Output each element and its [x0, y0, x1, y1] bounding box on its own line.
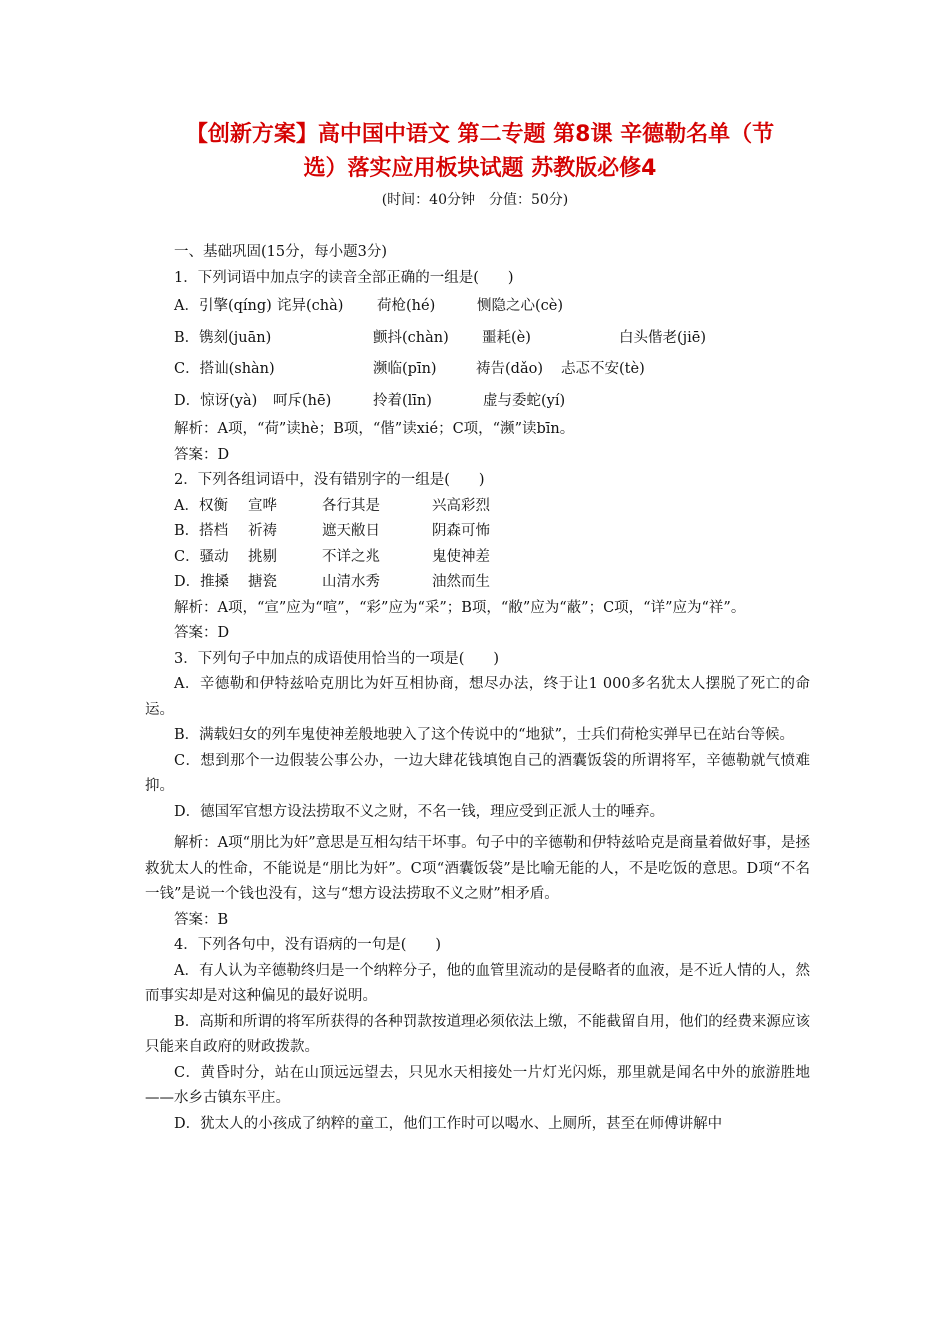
- q4-option-d: D．犹太人的小孩成了纳粹的童工，他们工作时可以喝水、上厕所，甚至在师傅讲解中: [174, 1115, 723, 1132]
- q1-option-c: C．搭讪(shàn) 濒临(pīn) 祷告(dǎo) 忐忑不安(tè): [174, 361, 645, 377]
- document-title: [120, 118, 840, 186]
- question-1-analysis: 解析：A项，“荷”读hè；B项，“偕”读xié；C项，“濒”读bīn。: [174, 421, 575, 437]
- q1-option-b: B．镌刻(juān) 颤抖(chàn) 噩耗(è) 白头偕老(jiē): [174, 329, 707, 346]
- title-line-1: 【创新方案】高中国中语文 第二专题 第8课 辛德勒名单（节: [185, 122, 775, 147]
- question-4-stem: 4．下列各句中，没有语病的一句是( ): [174, 937, 442, 953]
- q3-option-d: D．德国军官想方设法捞取不义之财，不名一钱，理应受到正派人士的唾弃。: [174, 803, 665, 820]
- q3-option-a: A．辛德勒和伊特兹哈克朋比为奸互相协商，想尽办法，终于让1 000多名犹太人摆脱了死亡的命运。: [145, 676, 810, 718]
- q2-option-c: C．骚动 挑剔 不详之兆 鬼使神差: [174, 548, 490, 565]
- question-3-stem: 3．下列句子中加点的成语使用恰当的一项是( ): [174, 650, 500, 667]
- section-heading: 一、基础巩固(15分，每小题3分): [174, 244, 387, 260]
- q2-option-a: A．权衡 宣哗 各行其是 兴高彩烈: [174, 497, 490, 514]
- q4-option-c: C．黄昏时分，站在山顶远远望去，只见水天相接处一片灯光闪烁，那里就是闻名中外的旅游胜地——水乡古镇东平庄。: [145, 1064, 810, 1106]
- question-3-answer: 答案：B: [174, 911, 229, 928]
- question-2-stem: 2．下列各组词语中，没有错别字的一组是( ): [174, 472, 485, 488]
- q1-option-d: D．惊讶(yà) 呵斥(hē) 拎着(līn) 虚与委蛇(yí): [174, 392, 566, 409]
- q2-option-d: D．推搡 搪瓷 山清水秀 油然而生: [174, 574, 490, 590]
- question-1-answer: 答案：D: [174, 446, 230, 463]
- question-2-analysis: 解析：A项，“宣”应为“喧”，“彩”应为“采”；B项，“敝”应为“蔽”；C项，“详”应为“祥”。: [174, 599, 746, 616]
- question-2-answer: 答案：D: [174, 625, 230, 641]
- q1-option-a: A．引擎(qíng) 诧异(chà) 荷枪(hé) 恻隐之心(cè): [174, 298, 564, 314]
- question-1-stem: 1．下列词语中加点字的读音全部正确的一组是( ): [174, 269, 514, 286]
- q4-option-b: B．高斯和所谓的将军所获得的各种罚款按道理必须依法上缴，不能截留自用，他们的经费来源应该只能来自政府的财政拨款。: [145, 1013, 810, 1055]
- q3-option-c: C．想到那个一边假装公事公办，一边大肆花钱填饱自己的酒囊饭袋的所谓将军，辛德勒就气愤难抑。: [145, 752, 810, 794]
- time-score-info: (时间：40分钟 分值：50分): [381, 192, 569, 208]
- q3-option-b: B．满载妇女的列车鬼使神差般地驶入了这个传说中的“地狱”，士兵们荷枪实弹早已在站台等候。: [174, 727, 794, 743]
- document-body: [145, 240, 810, 1137]
- q2-option-b: B．搭档 祈祷 遮天敝日 阴森可怖: [174, 523, 490, 539]
- title-line-2: 选）落实应用板块试题 苏教版必修4: [303, 156, 657, 181]
- question-3-analysis: 解析：A项“朋比为奸”意思是互相勾结干坏事。句子中的辛德勒和伊特兹哈克是商量着做好事，是拯救犹太人的性命，不能说是“朋比为奸”。C项“酒囊饭袋”是比喻无能的人，不是吃饭的意思。D项“不名一钱”是说一个钱也没有，这与“想方设法捞取不义之财”相矛盾。: [145, 835, 810, 902]
- q4-option-a: A．有人认为辛德勒终归是一个纳粹分子，他的血管里流动的是侵略者的血液，是不近人情的人，然而事实却是对这种偏见的最好说明。: [145, 962, 810, 1004]
